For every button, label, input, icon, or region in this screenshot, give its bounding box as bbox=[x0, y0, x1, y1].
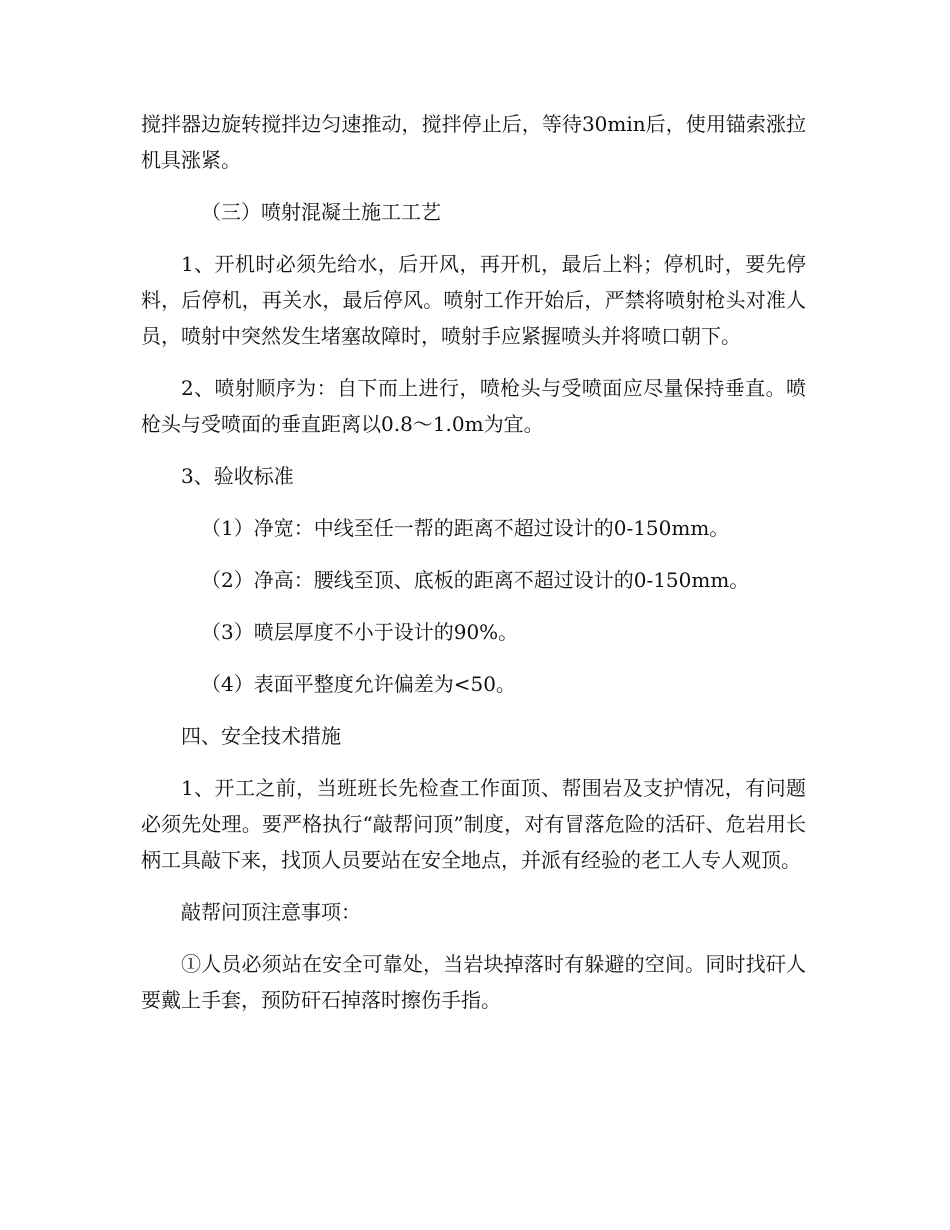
list-item-surface-flatness: （4）表面平整度允许偏差为<50。 bbox=[201, 672, 516, 696]
list-item-clear-height: （2）净高：腰线至顶、底板的距离不超过设计的0-150mm。 bbox=[201, 568, 750, 592]
heading-safety-measures: 四、安全技术措施 bbox=[181, 724, 341, 748]
heading-acceptance-standard: 3、验收标准 bbox=[181, 464, 294, 488]
paragraph-startup-procedure: 1、开机时必须先给水，后开风，再开机，最后上料；停机时，要先停料，后停机，再关水，最后停风。喷射工作开始后，严禁将喷射枪头对准人员，喷射中突然发生堵塞故障时，喷射手应紧握喷头并将喷口朝下。 bbox=[141, 252, 806, 348]
heading-shotcrete-process: （三）喷射混凝土施工工艺 bbox=[201, 200, 441, 224]
paragraph-mixing-continued: 搅拌器边旋转搅拌边匀速推动，搅拌停止后，等待30min后，使用锚索涨拉机具涨紧。 bbox=[141, 112, 806, 172]
list-item-clear-width: （1）净宽：中线至任一帮的距离不超过设计的0-150mm。 bbox=[201, 516, 730, 540]
list-item-spray-thickness: （3）喷层厚度不小于设计的90%。 bbox=[201, 620, 519, 644]
paragraph-spray-order: 2、喷射顺序为：自下而上进行，喷枪头与受喷面应尽量保持垂直。喷枪头与受喷面的垂直距离以0.8～1.0m为宜。 bbox=[141, 376, 806, 436]
paragraph-pre-work-inspection: 1、开工之前，当班班长先检查工作面顶、帮围岩及支护情况，有问题必须先处理。要严格执行“敲帮问顶”制度，对有冒落危险的活矸、危岩用长柄工具敲下来，找顶人员要站在安全地点，并派有经验的老工人专人观顶。 bbox=[141, 776, 806, 872]
paragraph-note-1: ①人员必须站在安全可靠处，当岩块掉落时有躲避的空间。同时找矸人要戴上手套，预防矸石掉落时擦伤手指。 bbox=[141, 952, 806, 1012]
heading-roof-check-notes: 敲帮问顶注意事项： bbox=[181, 900, 361, 924]
document-body bbox=[141, 106, 806, 1018]
